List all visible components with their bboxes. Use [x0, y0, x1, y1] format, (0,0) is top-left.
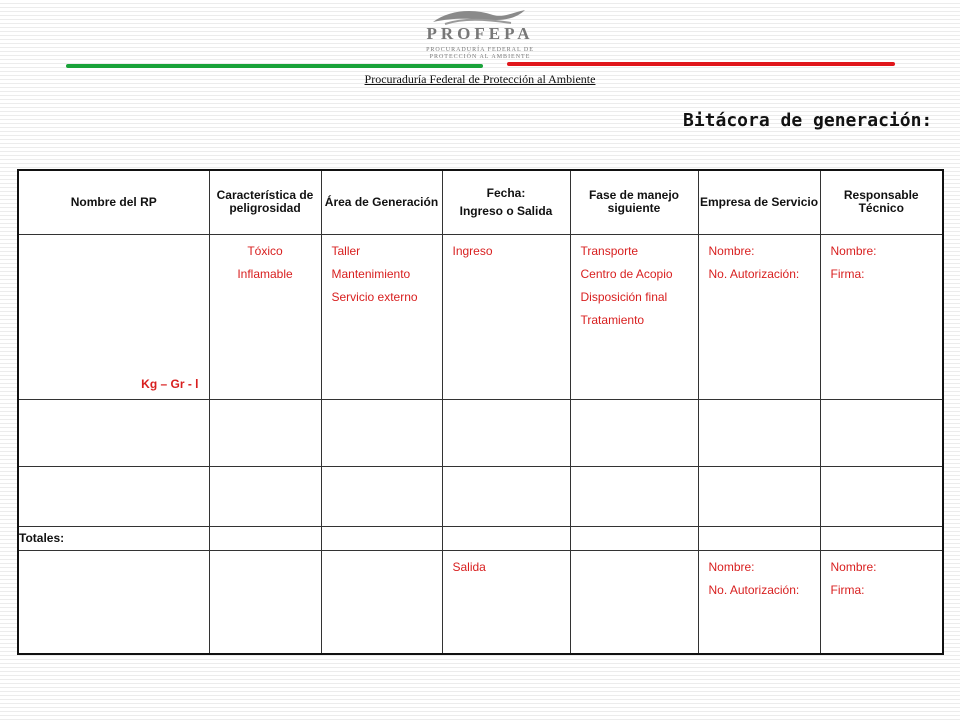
eagle-icon [415, 6, 545, 26]
empty-cell[interactable] [209, 526, 321, 550]
cell-fecha[interactable] [442, 234, 570, 399]
area-option: Servicio externo [331, 289, 418, 304]
empresa-field: Nombre: [708, 243, 755, 258]
empty-cell[interactable] [570, 466, 698, 526]
cell-caracteristica[interactable] [209, 234, 321, 399]
responsable-field: Nombre: [830, 243, 877, 258]
empty-cell[interactable] [820, 399, 943, 466]
cell-empresa-salida[interactable] [698, 550, 820, 654]
fecha-option: Salida [452, 559, 486, 574]
empty-cell[interactable] [698, 399, 820, 466]
area-option: Mantenimiento [331, 266, 411, 281]
empty-cell[interactable] [698, 526, 820, 550]
log-table [17, 169, 944, 655]
responsable-field: Nombre: [830, 559, 877, 574]
totals-row [18, 526, 943, 550]
responsable-field: Firma: [830, 582, 865, 597]
cell-area[interactable] [321, 234, 442, 399]
empty-cell[interactable] [321, 466, 442, 526]
table-row [18, 234, 943, 399]
fase-option: Centro de Acopio [580, 266, 673, 281]
empty-cell[interactable] [209, 466, 321, 526]
totals-label: Totales: [18, 526, 209, 550]
agency-name: Procuraduría Federal de Protección al Ambiente [364, 72, 596, 86]
header-fecha: Fecha: Ingreso o Salida [442, 170, 570, 234]
cell-responsable-salida[interactable] [820, 550, 943, 654]
empty-cell[interactable] [442, 466, 570, 526]
table-row [18, 466, 943, 526]
empty-cell[interactable] [18, 466, 209, 526]
green-stripe [66, 64, 483, 68]
table-row [18, 399, 943, 466]
empty-cell[interactable] [442, 526, 570, 550]
empresa-field: Nombre: [708, 559, 755, 574]
profepa-logo [415, 6, 545, 68]
fase-option: Disposición final [580, 289, 668, 304]
header-caracteristica: Característica de peligrosidad [209, 170, 321, 234]
caracteristica-option: Tóxico [247, 243, 283, 258]
page-title: Bitácora de generación: [683, 110, 933, 131]
header-empresa: Empresa de Servicio [698, 170, 820, 234]
empty-cell[interactable] [321, 399, 442, 466]
header-nombre: Nombre del RP [18, 170, 209, 234]
empty-cell[interactable] [820, 526, 943, 550]
header-responsable: Responsable Técnico [820, 170, 943, 234]
fecha-option: Ingreso [452, 243, 493, 258]
empty-cell[interactable] [209, 399, 321, 466]
empty-cell[interactable] [570, 399, 698, 466]
fase-option: Tratamiento [580, 312, 645, 327]
cell-responsable[interactable] [820, 234, 943, 399]
empty-cell[interactable] [209, 550, 321, 654]
logo-wordmark: PROFEPA [426, 24, 534, 43]
table-header-row [18, 170, 943, 234]
empty-cell[interactable] [442, 399, 570, 466]
table-row [18, 550, 943, 654]
area-option: Taller [331, 243, 361, 258]
cell-fase[interactable] [570, 234, 698, 399]
caracteristica-option: Inflamable [237, 266, 293, 281]
empty-cell[interactable] [570, 526, 698, 550]
logo-subtitle: PROCURADURÍA FEDERAL DE PROTECCIÓN AL AMBIENTE [426, 47, 534, 60]
cell-fecha-salida[interactable] [442, 550, 570, 654]
empty-cell[interactable] [698, 466, 820, 526]
header-area: Área de Generación [321, 170, 442, 234]
empty-cell[interactable] [18, 550, 209, 654]
empresa-field: No. Autorización: [708, 266, 800, 281]
units-cell[interactable] [18, 234, 209, 399]
empty-cell[interactable] [820, 466, 943, 526]
cell-empresa[interactable] [698, 234, 820, 399]
empty-cell[interactable] [321, 550, 442, 654]
empty-cell[interactable] [570, 550, 698, 654]
responsable-field: Firma: [830, 266, 865, 281]
empty-cell[interactable] [18, 399, 209, 466]
fase-option: Transporte [580, 243, 639, 258]
header-fase: Fase de manejo siguiente [570, 170, 698, 234]
red-stripe [507, 62, 895, 66]
empresa-field: No. Autorización: [708, 582, 800, 597]
units-label: Kg – Gr - l [141, 376, 199, 391]
empty-cell[interactable] [321, 526, 442, 550]
